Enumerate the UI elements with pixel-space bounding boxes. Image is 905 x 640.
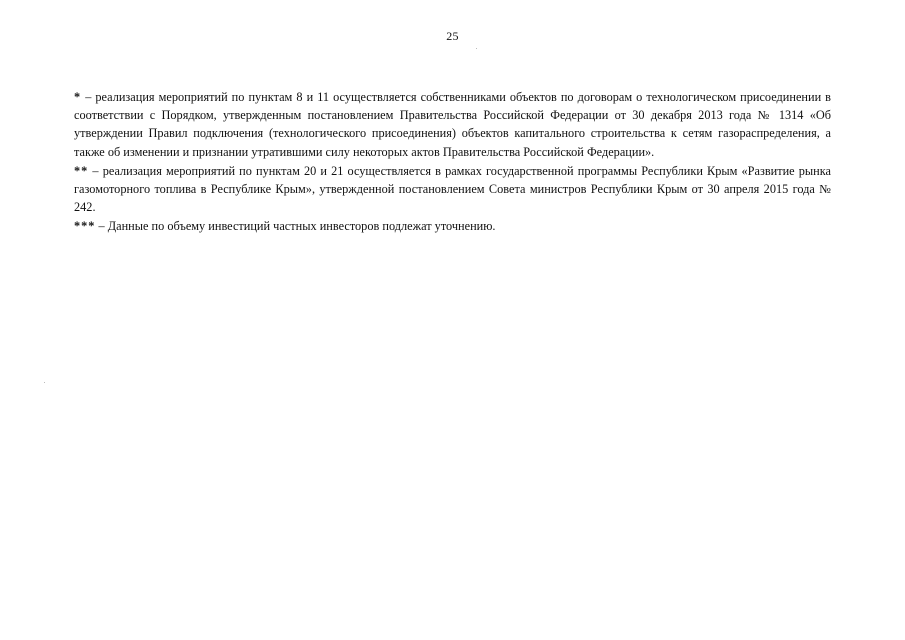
footnote-marker: *** — [74, 219, 96, 234]
footnote-marker: ** — [74, 163, 89, 178]
page-number: 25 — [446, 29, 459, 43]
footnote-2 — [74, 162, 831, 217]
footnote-marker: * — [74, 90, 82, 104]
footnote-text: – Данные по объему инвестиций частных инвесторов подлежат уточнению. — [98, 219, 496, 234]
footnote-text: – реализация мероприятий по пунктам 20 и 21 осуществляется в рамках государственной программы Республики Крым «Развитие рынка газомоторного топлива в Республике Крым», утвержденной постановлением Совета министров Республики Крым от 30 апреля 2015 года № 242. — [74, 163, 831, 215]
footnote-1 — [74, 88, 831, 161]
scan-speck — [44, 382, 45, 383]
scan-speck — [476, 48, 477, 49]
footnotes — [74, 88, 831, 236]
footnote-3 — [74, 217, 831, 235]
footnote-text: – реализация мероприятий по пунктам 8 и 11 осуществляется собственниками объектов по договорам о технологическом присоединении в соответствии с Порядком, утвержденным постановлением Правительства Российской Федерации от 30 декабря 2013 года № 1314 «Об утверждении Правил подключения (технологического присоединения) объектов капитального строительства к сетям газораспределения, а также об изменении и признании утратившими силу некоторых актов Правительства Российской Федерации». — [74, 90, 831, 159]
